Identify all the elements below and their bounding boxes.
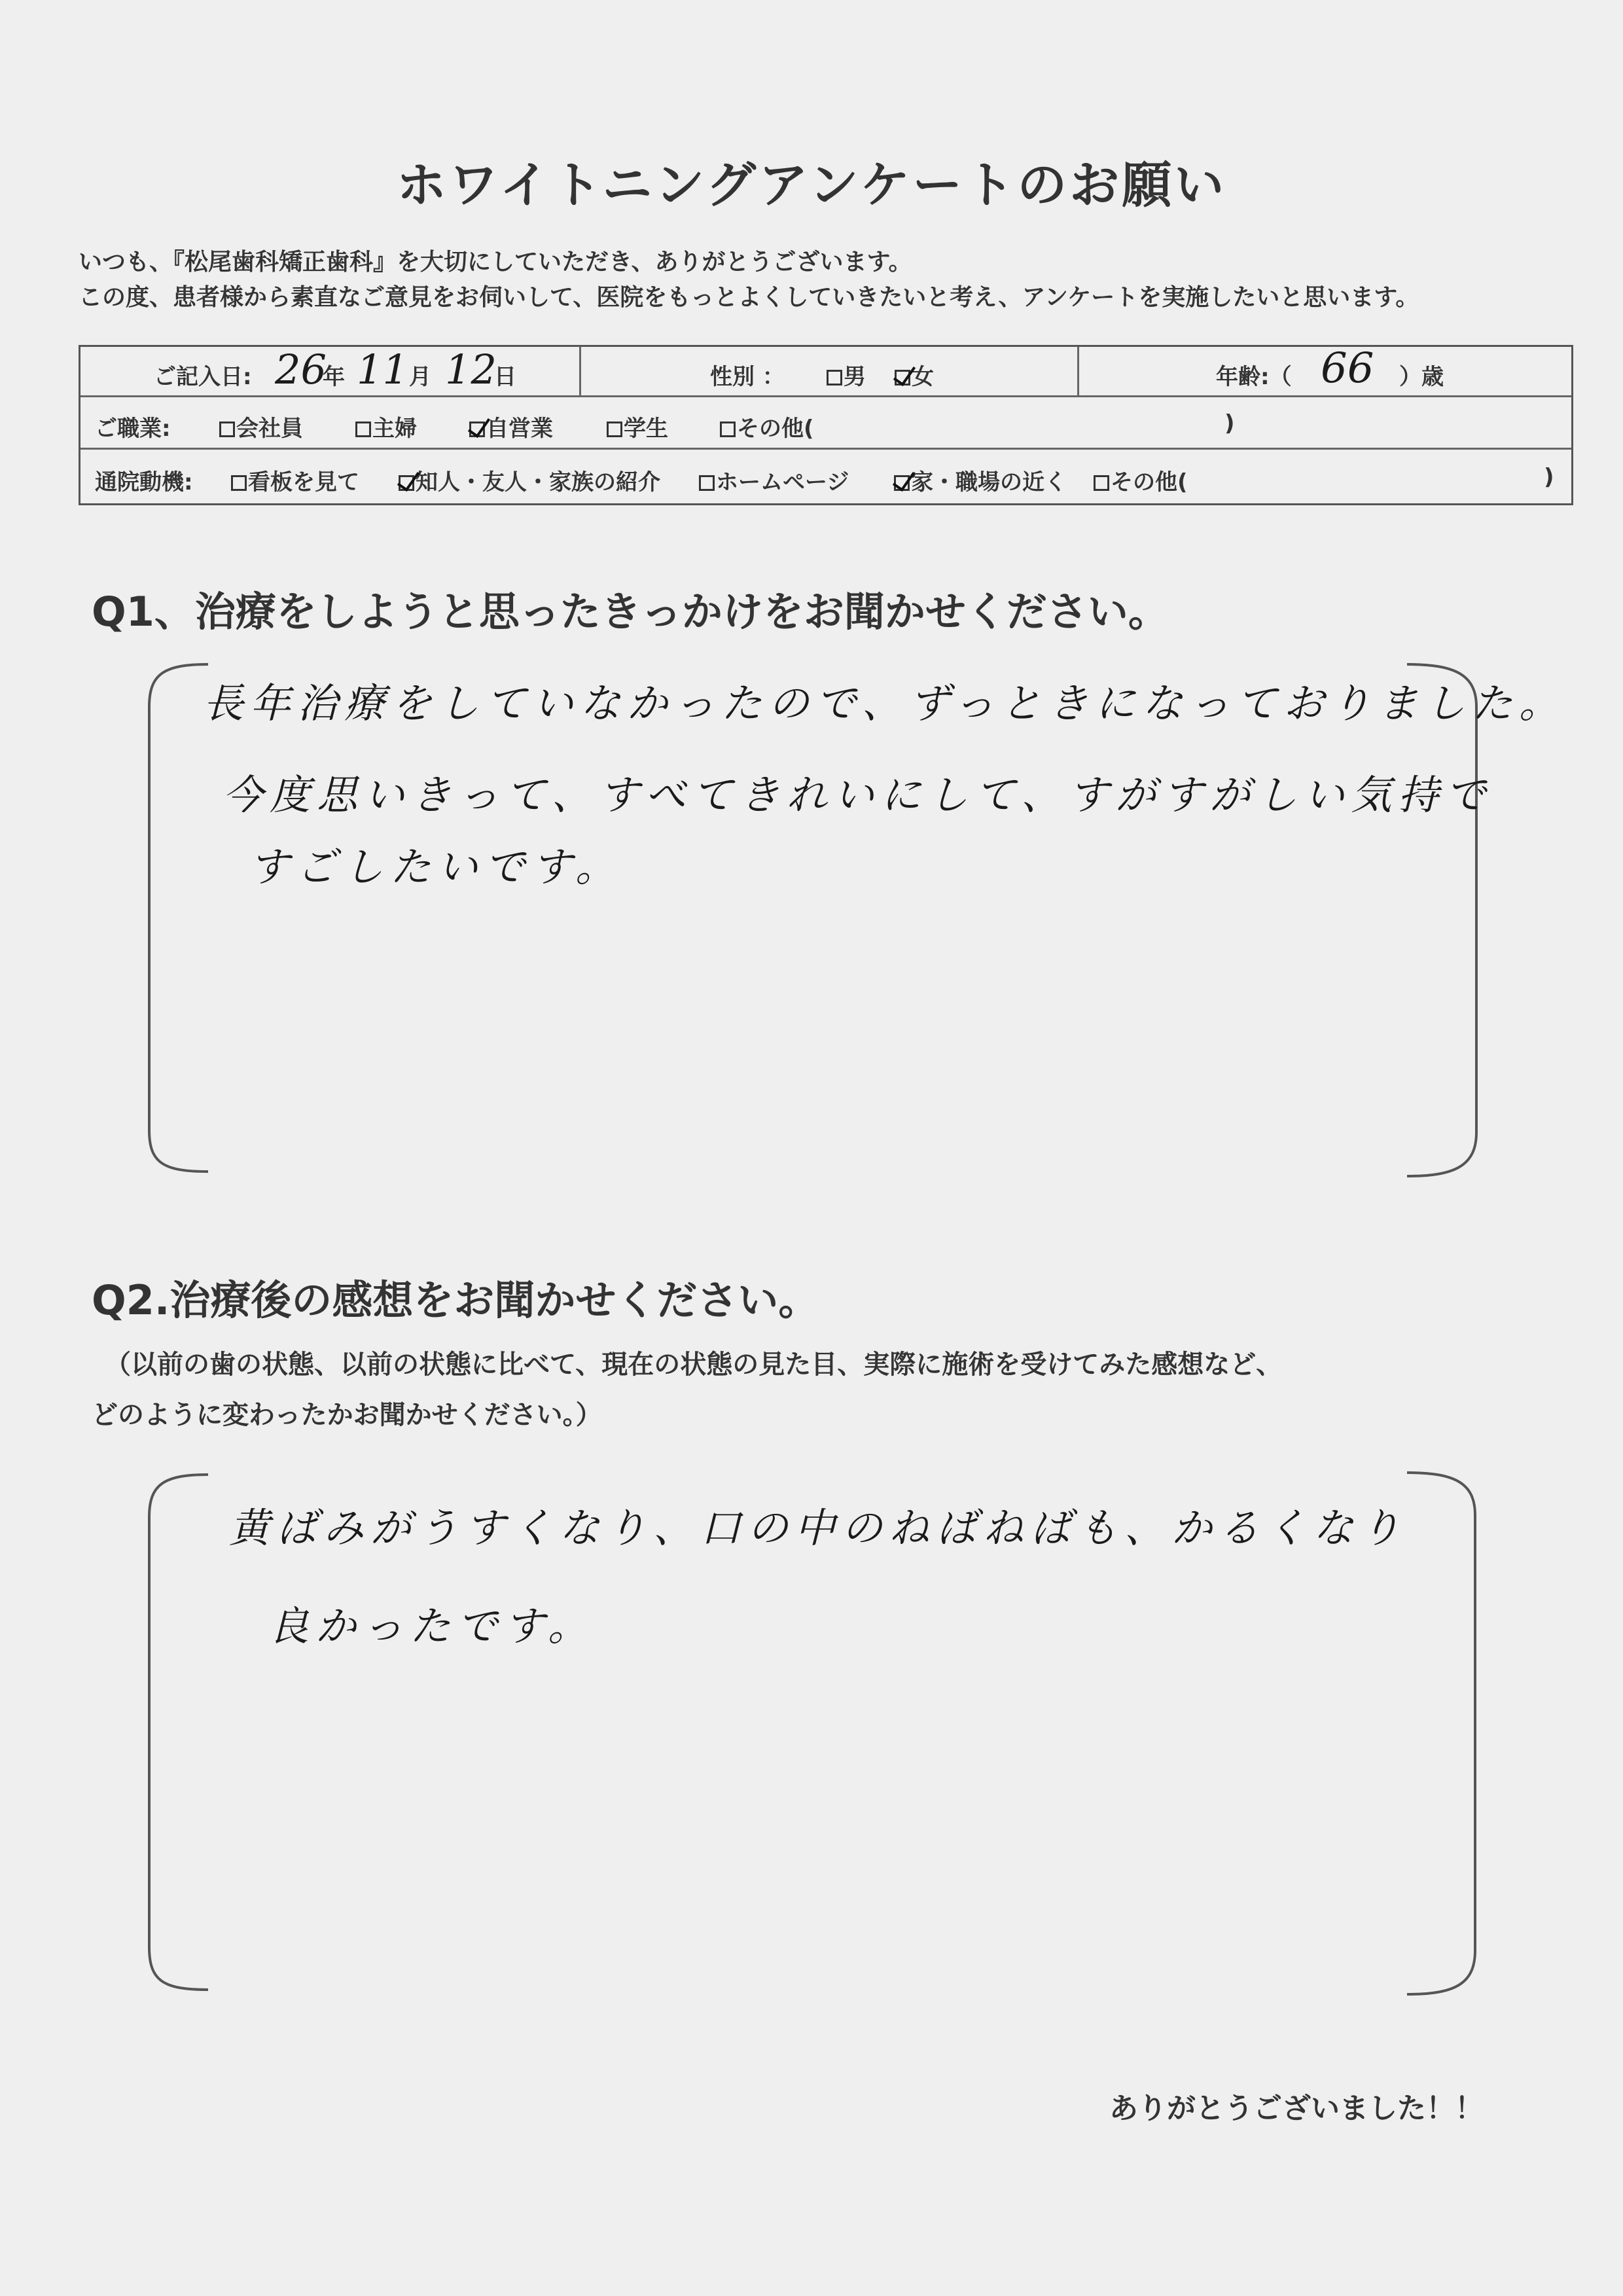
q1-answer-line: 今度思いきって、すべてきれいにして、すがすがしい気持で xyxy=(223,771,1493,819)
q2-right-bracket xyxy=(1407,1473,1475,1994)
q2-answer-line: 黄ばみがうすくなり、口の中のねばねばも、かるくなり xyxy=(229,1504,1408,1552)
q2-title: Q2.治療後の感想をお聞かせください。 xyxy=(92,1276,819,1324)
visit-reason-label: 通院動機: xyxy=(95,469,193,495)
q1-answer-line: 長年治療をしていなかったので、ずっときになっておりました。 xyxy=(203,679,1567,727)
page-title: ホワイトニングアンケートのお願い xyxy=(396,156,1227,214)
q1-title: Q1、治療をしようと思ったきっかけをお聞かせください。 xyxy=(92,588,1169,636)
closing-thanks: ありがとうございました！！ xyxy=(1109,2092,1484,2125)
occupation-option-student[interactable]: 学生 xyxy=(607,410,668,442)
occupation-other-close: ) xyxy=(1224,410,1235,437)
visit-option-referral[interactable]: 知人・友人・家族の紹介 xyxy=(399,464,660,496)
date-year-field[interactable]: 26 xyxy=(275,346,327,393)
gender-label: 性別 ： xyxy=(710,364,785,390)
age-field[interactable]: 66 xyxy=(1321,344,1374,393)
occupation-label: ご職業: xyxy=(95,416,171,442)
visit-option-signboard[interactable]: 看板を見て xyxy=(231,464,359,496)
age-label: 年齢:（ xyxy=(1216,364,1292,390)
q1-answer-line: すごしたいです。 xyxy=(249,843,623,891)
q2-answer-line: 良かったです。 xyxy=(268,1602,596,1650)
occupation-option-self-employed[interactable]: 自営業 xyxy=(469,410,553,442)
intro-line-2: この度、患者様から素直なご意見をお伺いして、医院をもっとよくしていきたいと考え、アンケートを実施したいと思います。 xyxy=(79,284,1419,311)
q2-left-bracket xyxy=(149,1475,208,1990)
date-month-unit: 月 xyxy=(409,364,431,390)
occupation-option-homemaker[interactable]: 主婦 xyxy=(355,410,417,442)
age-unit: ）歳 xyxy=(1399,364,1444,390)
visit-option-other[interactable]: その他( xyxy=(1094,464,1188,496)
occupation-option-company-employee[interactable]: 会社員 xyxy=(219,410,303,442)
gender-option-female[interactable]: 女 xyxy=(895,359,934,391)
date-day-field[interactable]: 12 xyxy=(445,346,497,393)
visit-other-close: ) xyxy=(1544,464,1554,490)
intro-line-1: いつも、『松尾歯科矯正歯科』を大切にしていただき、ありがとうございます。 xyxy=(79,249,912,276)
visit-option-homepage[interactable]: ホームページ xyxy=(699,464,849,496)
gender-option-male[interactable]: 男 xyxy=(827,359,866,391)
q1-right-bracket xyxy=(1407,664,1476,1176)
occupation-option-other[interactable]: その他( xyxy=(720,410,814,442)
date-year-unit: 年 xyxy=(323,364,345,390)
q1-left-bracket xyxy=(149,664,208,1172)
date-day-unit: 日 xyxy=(494,364,516,390)
visit-option-near-home-work[interactable]: 家・職場の近く xyxy=(894,464,1067,496)
q2-subtitle-line-1: （以前の歯の状態、以前の状態に比べて、現在の状態の見た目、実際に施術を受けてみた感想など、 xyxy=(105,1350,1283,1380)
date-month-field[interactable]: 11 xyxy=(357,346,408,393)
q2-subtitle-line-2: どのように変わったかお聞かせください。） xyxy=(92,1400,602,1430)
date-label: ご記入日: xyxy=(154,364,252,390)
